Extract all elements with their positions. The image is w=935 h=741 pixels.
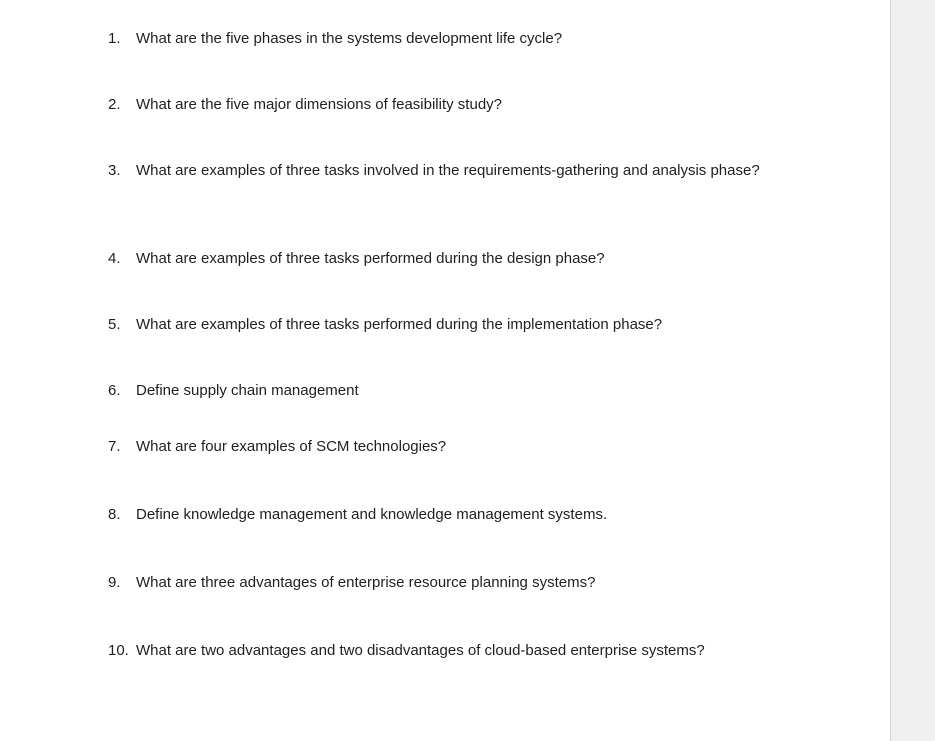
question-item bbox=[108, 504, 788, 526]
question-text: What are three advantages of enterprise resource planning systems? bbox=[136, 574, 596, 591]
question-text: Define supply chain management bbox=[136, 382, 359, 399]
question-number: 9. bbox=[108, 574, 121, 591]
question-text: What are the five major dimensions of feasibility study? bbox=[136, 96, 502, 113]
question-number: 4. bbox=[108, 250, 121, 267]
question-text: Define knowledge management and knowledge management systems. bbox=[136, 506, 608, 523]
side-panel bbox=[890, 0, 935, 741]
question-number: 1. bbox=[108, 30, 121, 47]
question-text: What are examples of three tasks involved in the requirements-gathering and analysis phase? bbox=[136, 162, 760, 179]
question-number: 2. bbox=[108, 96, 121, 113]
question-text: What are four examples of SCM technologies? bbox=[136, 438, 447, 455]
question-number: 5. bbox=[108, 316, 121, 333]
question-item bbox=[108, 640, 788, 662]
question-text: What are examples of three tasks performed during the design phase? bbox=[136, 250, 605, 267]
question-item bbox=[108, 572, 788, 594]
question-number: 3. bbox=[108, 162, 121, 179]
question-number: 6. bbox=[108, 382, 121, 399]
question-number: 10. bbox=[108, 642, 129, 659]
question-text: What are examples of three tasks performed during the implementation phase? bbox=[136, 316, 663, 333]
question-item bbox=[108, 28, 788, 50]
question-item bbox=[108, 314, 788, 336]
question-number: 7. bbox=[108, 438, 121, 455]
question-text: What are the five phases in the systems development life cycle? bbox=[136, 30, 563, 47]
question-text: What are two advantages and two disadvantages of cloud-based enterprise systems? bbox=[136, 642, 705, 659]
question-item bbox=[108, 436, 788, 458]
question-item bbox=[108, 248, 788, 270]
question-item bbox=[108, 94, 788, 116]
question-number: 8. bbox=[108, 506, 121, 523]
question-item bbox=[108, 160, 773, 182]
question-item bbox=[108, 380, 788, 402]
